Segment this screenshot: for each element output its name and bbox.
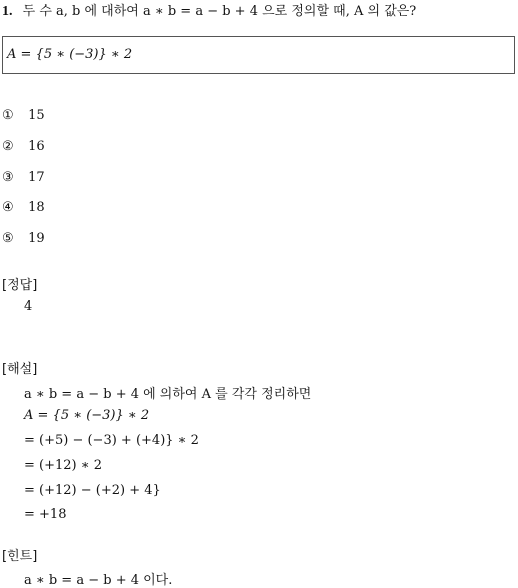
choice-mark: ② [2, 139, 14, 154]
hint-text: a ∗ b = a − b + 4 이다. [24, 573, 173, 588]
answer-label: [정답] [2, 278, 38, 293]
choice-5[interactable] [2, 231, 45, 246]
choice-mark: ⑤ [2, 231, 14, 246]
choice-value: 15 [28, 108, 45, 123]
answer-value: 4 [24, 299, 33, 314]
hint-label: [힌트] [2, 549, 38, 564]
choice-value: 18 [28, 200, 45, 215]
given-expression: A = {5 ∗ (−3)} ∗ 2 [7, 47, 133, 62]
solution-line-1: a ∗ b = a − b + 4 에 의하여 A 를 각각 정리하면 [24, 387, 312, 402]
choice-mark: ③ [2, 170, 14, 185]
solution-label: [해설] [2, 362, 38, 377]
choice-1[interactable] [2, 108, 45, 123]
choice-value: 19 [28, 231, 45, 246]
choice-value: 16 [28, 139, 45, 154]
choice-4[interactable] [2, 200, 45, 215]
choice-mark: ④ [2, 200, 14, 215]
solution-line-4: = (+12) ∗ 2 [24, 458, 102, 473]
question-text: 두 수 a, b 에 대하여 a ∗ b = a − b + 4 으로 정의할 때, A 의 값은? [22, 4, 417, 19]
choice-2[interactable] [2, 139, 45, 154]
solution-line-5: = (+12) − (+2) + 4} [24, 483, 161, 498]
choice-3[interactable] [2, 170, 45, 185]
solution-line-6: = +18 [24, 507, 67, 522]
solution-line-2: A = {5 ∗ (−3)} ∗ 2 [24, 408, 150, 423]
solution-line-3: = (+5) − (−3) + (+4)} ∗ 2 [24, 433, 199, 448]
given-expression-box [2, 36, 515, 74]
question-number: 1. [2, 4, 13, 19]
choice-value: 17 [28, 170, 45, 185]
choice-mark: ① [2, 108, 14, 123]
question [2, 0, 416, 20]
